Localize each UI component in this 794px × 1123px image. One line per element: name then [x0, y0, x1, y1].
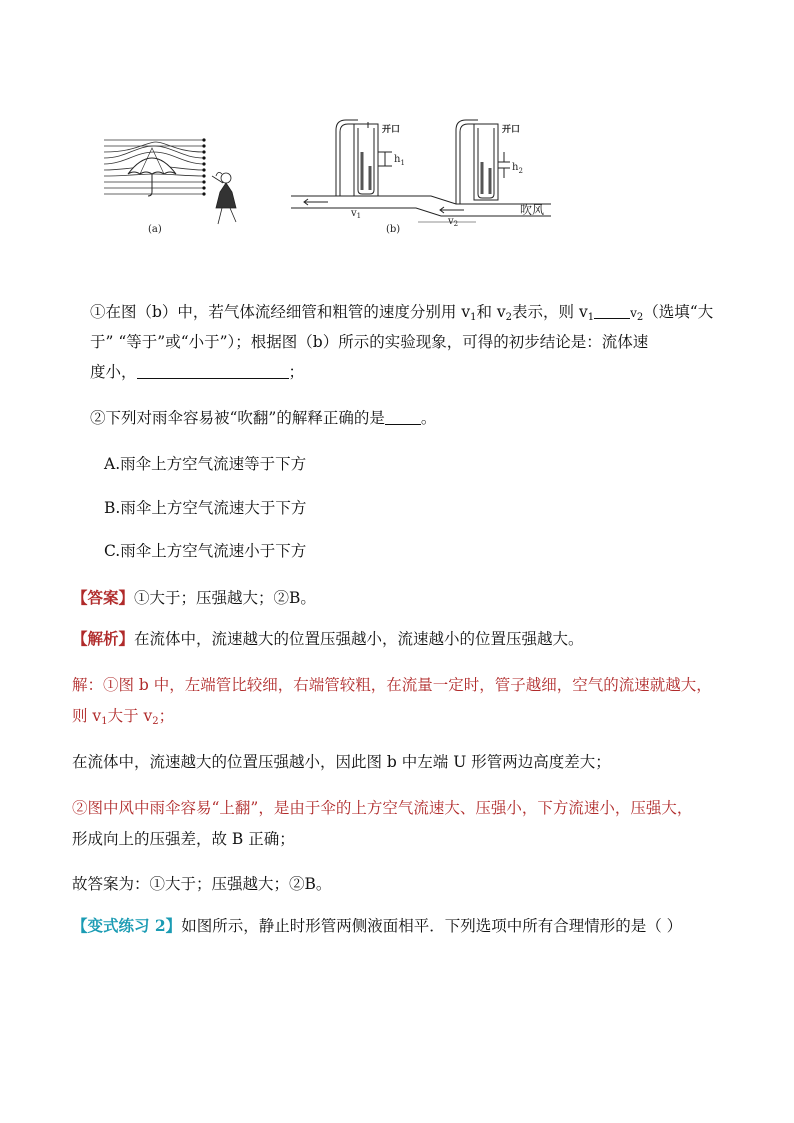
streamline-dots — [202, 138, 205, 195]
solution-line-6: 故答案为：①大于；压强越大；②B。 — [72, 875, 332, 893]
variant-exercise — [72, 918, 682, 934]
question-1-line-2: 于” “等于”或“小于”）；根据图（b）所示的实验现象，可得的初步结论是：流体速 — [90, 333, 649, 351]
sol-l2-c: ； — [158, 707, 175, 725]
answer-text: ①大于；压强越大；②B。 — [134, 589, 316, 607]
h2-text: h — [512, 162, 519, 173]
v1-sub: 1 — [356, 212, 362, 220]
analysis-label: 【解析】 — [72, 629, 135, 648]
v2-sub: 2 — [453, 220, 459, 228]
answer-line — [72, 590, 316, 606]
q1-sub-1: 1 — [470, 312, 477, 323]
figure-label-b: (b) — [386, 224, 401, 235]
solution-line-5: 形成向上的压强差，故 B 正确； — [72, 830, 295, 848]
v2-text: v — [448, 216, 454, 227]
variant-text: 如图所示，静止时形管两侧液面相平．下列选项中所有合理情形的是（ ） — [181, 917, 683, 935]
sol-l2-sub1: 1 — [101, 716, 108, 727]
h2-label — [512, 162, 523, 175]
solution-line-1: 解：①图 b 中，左端管比较细，右端管较粗，在流量一定时，管子越细，空气的流速就越大， — [72, 676, 712, 694]
q1-text-b: 和 v — [476, 303, 506, 321]
answer-label: 【答案】 — [72, 588, 135, 607]
q1-sub-3: 1 — [587, 312, 595, 323]
open-label-2: 开口 — [502, 125, 521, 135]
q1-text-c: 表示，则 v — [512, 303, 588, 321]
q1-sub-4: 2 — [636, 312, 644, 323]
open-label-1: 开口 — [382, 125, 401, 135]
option-a: A.雨伞上方空气流速等于下方 — [104, 455, 307, 473]
sol-l2-sub2: 2 — [152, 716, 159, 727]
solution-line-4: ②图中风中雨伞容易“上翻”，是由于伞的上方空气流速大、压强小，下方流速小，压强大， — [72, 799, 693, 817]
question-1-line-1: ①在图（b）中，若气体流经细管和粗管的速度分别用 $v_1$和 $v_2$表示，则 $v_1$ $v_2$（选填“大 — [90, 303, 714, 323]
analysis-line — [72, 631, 584, 647]
analysis-text: 在流体中，流速越大的位置压强越小，流速越小的位置压强越大。 — [134, 630, 584, 648]
v1-text: v — [351, 208, 357, 219]
q1-sub-2: 2 — [505, 312, 513, 323]
sol-l2-b: 大于 v — [107, 707, 153, 725]
variant-label: 【变式练习 2】 — [72, 916, 182, 935]
q1-text-d: （选填“大 — [643, 303, 714, 321]
umbrella-icon — [128, 148, 176, 196]
option-b: B.雨伞上方空气流速大于下方 — [104, 499, 307, 517]
h1-text: h — [394, 154, 401, 165]
solution-line-2 — [72, 708, 174, 730]
solution-line-3: 在流体中，流速越大的位置压强越小，因此图 b 中左端 U 形管两边高度差大； — [72, 753, 611, 771]
answer-blank-1[interactable] — [594, 304, 630, 319]
figure-label-a: (a) — [148, 224, 162, 235]
h1-label — [394, 154, 405, 167]
sol-l2-a: 则 v — [72, 707, 102, 725]
option-c: C.雨伞上方空气流速小于下方 — [104, 542, 307, 560]
v2-label — [447, 216, 458, 228]
q1-text-a: ①在图（b）中，若气体流经细管和粗管的速度分别用 v — [90, 303, 471, 321]
v1-label — [350, 208, 361, 220]
experiment-figure — [96, 112, 566, 240]
q2-end: 。 — [420, 409, 437, 427]
question-1-line-3 — [90, 364, 304, 380]
q1-l3-text-a: 度小， — [90, 363, 137, 381]
answer-blank-2[interactable] — [137, 364, 289, 379]
q2-text: ②下列对雨伞容易被“吹翻”的解释正确的是 — [90, 409, 385, 427]
q1-l3-text-b: ； — [288, 363, 305, 381]
wind-label: 吹风 — [520, 203, 545, 217]
girl-icon — [212, 172, 236, 224]
answer-blank-3[interactable] — [385, 410, 421, 425]
figure-svg — [96, 112, 566, 240]
question-2 — [90, 410, 436, 426]
h1-sub: 1 — [400, 159, 405, 167]
h2-sub: 2 — [518, 167, 523, 175]
